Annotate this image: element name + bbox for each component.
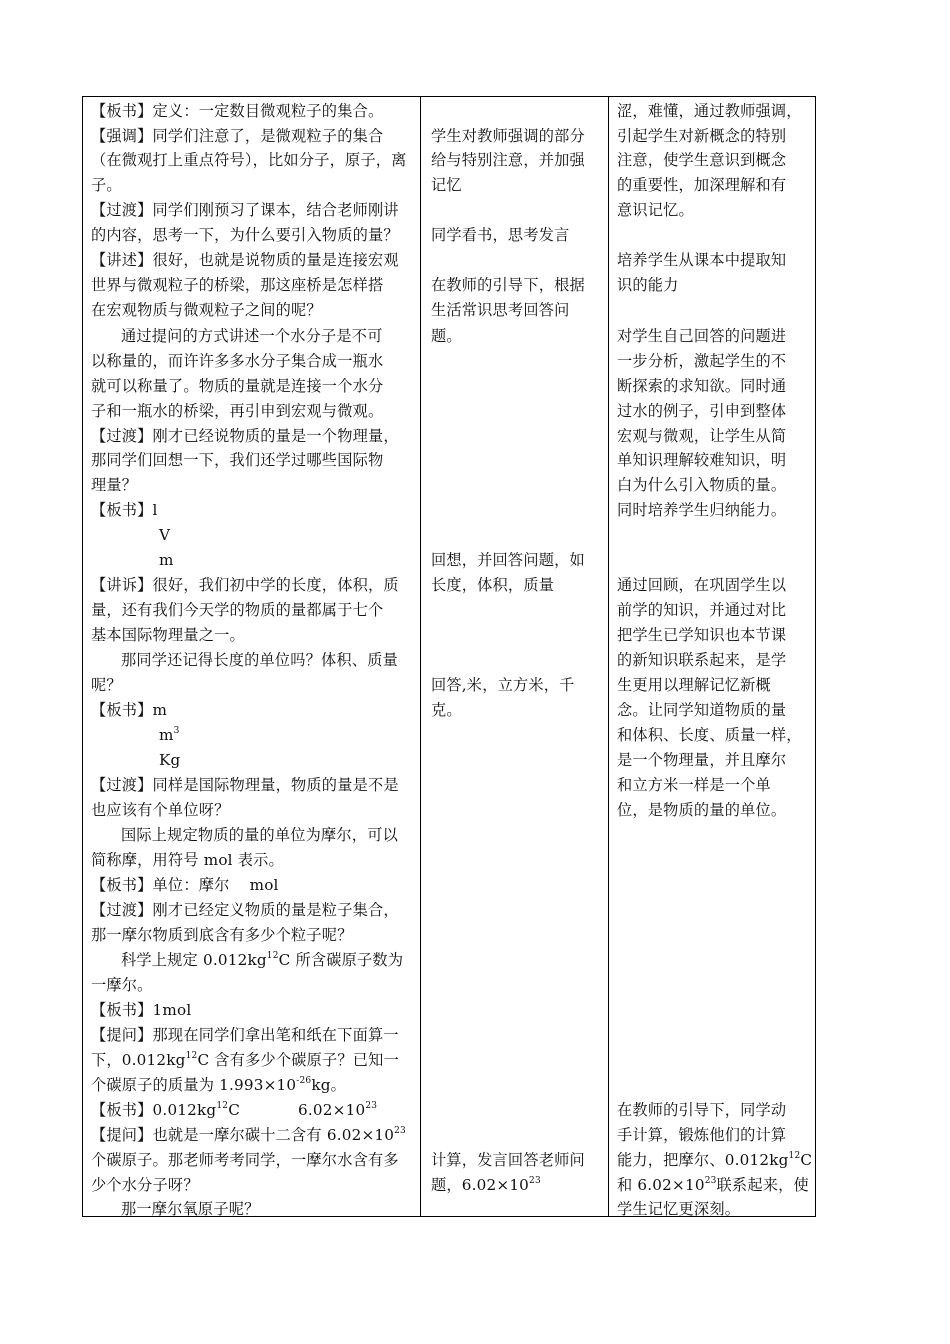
text-line: 是一个物理量，并且摩尔	[617, 751, 787, 769]
text-line: 能力，把摩尔、$0.012kg^{12}C$	[617, 1151, 813, 1169]
text-line: 也应该有个单位呀？	[91, 801, 230, 819]
text-line: 在宏观物质与微观粒子之间的呢？	[91, 301, 322, 319]
text-line: 学生记忆更深刻。	[617, 1200, 741, 1218]
text-line: 【板书】l	[91, 501, 158, 519]
text-line: $m^3$	[159, 726, 180, 744]
text-line: 【讲诉】很好，我们初中学的长度，体积，质	[91, 576, 399, 594]
text-line: 宏观与微观，让学生从简	[617, 427, 787, 445]
text-line: 【板书】定义：一定数目微观粒子的集合。	[91, 102, 384, 120]
text-line: 通过回顾，在巩固学生以	[617, 576, 787, 594]
text-line: 个碳原子。那老师考考同学，一摩尔水含有多	[91, 1151, 399, 1169]
text-line: 过水的例子，引申到整体	[617, 402, 787, 420]
text-line: 少个水分子呀？	[91, 1176, 199, 1194]
design-intent-column	[609, 97, 816, 1216]
text-line: 【板书】1mol	[91, 1001, 192, 1019]
text-line: 生更用以理解记忆新概	[617, 676, 771, 694]
text-line: 简称摩，用符号 mol 表示。	[91, 851, 284, 869]
text-line: 的内容，思考一下，为什么要引入物质的量？	[91, 226, 399, 244]
text-line: 回答,米，立方米，千	[431, 676, 575, 694]
text-line: 把学生已学知识也本节课	[617, 626, 787, 644]
text-line: 回想，并回答问题，如	[431, 551, 585, 569]
text-line: 意识记忆。	[617, 201, 694, 219]
text-line: 题。	[431, 327, 462, 345]
text-line: 断探索的求知欲。同时通	[617, 377, 787, 395]
text-line: 培养学生从课本中提取知	[617, 251, 787, 269]
text-line: 同时培养学生归纳能力。	[617, 501, 787, 519]
text-line: 那一摩尔氧原子呢？	[121, 1200, 260, 1218]
text-line: 【过渡】同学们刚预习了课本，结合老师刚讲	[91, 201, 399, 219]
text-line: 【板书】单位：摩尔 mol	[91, 876, 279, 894]
text-line: 的重要性，加深理解和有	[617, 176, 787, 194]
text-line: 那一摩尔物质到底含有多少个粒子呢？	[91, 926, 353, 944]
text-line: 白为什么引入物质的量。	[617, 476, 787, 494]
text-line: 就可以称量了。物质的量就是连接一个水分	[91, 377, 384, 395]
text-line: 【强调】同学们注意了，是微观粒子的集合	[91, 127, 384, 145]
text-line: 给与特别注意，并加强	[431, 151, 585, 169]
text-line: 位，是物质的量的单位。	[617, 801, 787, 819]
text-line: 和 $6.02\times 10^{23}$联系起来，使	[617, 1176, 809, 1194]
text-line: 学生对教师强调的部分	[431, 127, 585, 145]
text-line: 识的能力	[617, 276, 679, 294]
text-line: 引起学生对新概念的特别	[617, 127, 787, 145]
text-line: 涩，难懂，通过教师强调，	[617, 102, 802, 120]
text-line: 那同学们回想一下，我们还学过哪些国际物	[91, 451, 384, 469]
text-line: 在教师的引导下，根据	[431, 276, 585, 294]
teacher-activity-column	[83, 97, 420, 1216]
text-line: 科学上规定 $0.012kg^{12}C$ 所含碳原子数为	[121, 951, 404, 969]
text-line: 下，$0.012kg^{12}C$ 含有多少个碳原子？已知一	[91, 1051, 399, 1069]
text-line: （在微观打上重点符号），比如分子，原子，离	[91, 151, 407, 169]
text-line: 子。	[91, 176, 122, 194]
text-line: Kg	[159, 751, 181, 769]
lesson-plan-table	[82, 96, 816, 1217]
text-line: 单知识理解较难知识，明	[617, 451, 787, 469]
text-line: 对学生自己回答的问题进	[617, 327, 787, 345]
text-line: 同学看书，思考发言	[431, 226, 570, 244]
text-line: 和体积、长度、质量一样，	[617, 726, 802, 744]
text-line: 前学的知识，并通过对比	[617, 601, 787, 619]
text-line: 长度，体积，质量	[431, 576, 555, 594]
text-line: 【板书】$0.012kg^{12}C$ $6.02\times 10^{23}$	[91, 1101, 378, 1119]
text-line: 【板书】m	[91, 701, 168, 719]
text-line: 【过渡】同样是国际物理量，物质的量是不是	[91, 776, 399, 794]
text-line: 【提问】也就是一摩尔碳十二含有 $6.02\times 10^{23}$	[91, 1126, 406, 1144]
text-line: 量，还有我们今天学的物质的量都属于七个	[91, 601, 384, 619]
text-line: 以称量的，而许许多多水分子集合成一瓶水	[91, 352, 384, 370]
text-line: 题，$6.02\times 10^{23}$	[431, 1176, 541, 1194]
text-line: 记忆	[431, 176, 462, 194]
text-line: 呢？	[91, 676, 122, 694]
text-line: 【过渡】刚才已经定义物质的量是粒子集合，	[91, 901, 399, 919]
text-line: 子和一瓶水的桥梁，再引申到宏观与微观。	[91, 402, 384, 420]
text-line: 生活常识思考回答问	[431, 301, 570, 319]
text-line: 世界与微观粒子的桥梁，那这座桥是怎样搭	[91, 276, 384, 294]
text-line: 【提问】那现在同学们拿出笔和纸在下面算一	[91, 1026, 399, 1044]
text-line: 念。让同学知道物质的量	[617, 701, 787, 719]
text-line: 国际上规定物质的量的单位为摩尔，可以	[121, 826, 398, 844]
text-line: 通过提问的方式讲述一个水分子是不可	[121, 327, 383, 345]
text-line: 克。	[431, 701, 462, 719]
text-line: m	[159, 551, 174, 569]
text-line: 计算，发言回答老师问	[431, 1151, 585, 1169]
text-line: 在教师的引导下，同学动	[617, 1101, 787, 1119]
text-line: 的新知识联系起来，是学	[617, 651, 787, 669]
text-line: V	[159, 526, 171, 544]
text-line: 理量？	[91, 476, 138, 494]
text-line: 一摩尔。	[91, 976, 153, 994]
text-line: 注意，使学生意识到概念	[617, 151, 787, 169]
text-line: 个碳原子的质量为 $1.993\times 10^{-26}kg$。	[91, 1076, 347, 1094]
text-line: 【讲述】很好，也就是说物质的量是连接宏观	[91, 251, 399, 269]
student-activity-column	[421, 97, 608, 1216]
text-line: 和立方米一样是一个单	[617, 776, 771, 794]
text-line: 一步分析，激起学生的不	[617, 352, 787, 370]
text-line: 【过渡】刚才已经说物质的量是一个物理量，	[91, 427, 399, 445]
text-line: 那同学还记得长度的单位吗？体积、质量	[121, 651, 398, 669]
text-line: 手计算，锻炼他们的计算	[617, 1126, 787, 1144]
text-line: 基本国际物理量之一。	[91, 626, 245, 644]
